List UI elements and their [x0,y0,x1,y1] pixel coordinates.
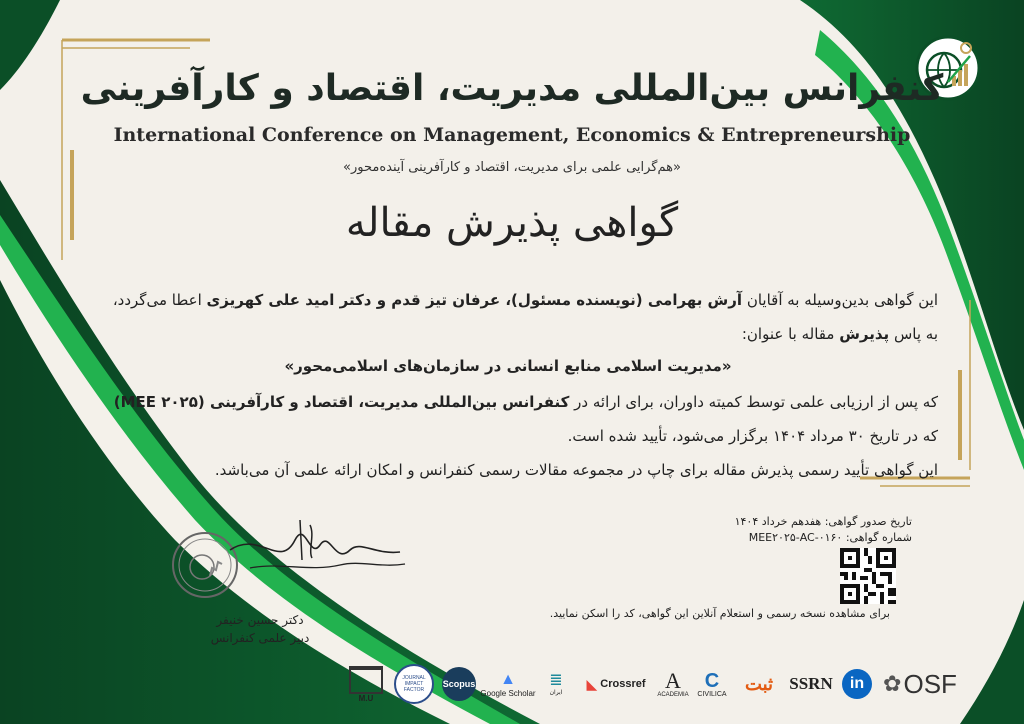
body-line-1 [78,288,938,312]
body-line-2 [78,322,938,346]
certificate-heading: گواهی پذیرش مقاله [345,200,679,246]
conference-title-en: International Conference on Management, Economics & Entrepreneurship [113,124,911,146]
line1-suffix: اعطا می‌گردد، [112,291,202,309]
linkedin-logo: in [840,664,874,704]
signature-and-seal [160,510,410,600]
line1-prefix: این گواهی بدین‌وسیله به آقایان [746,291,938,309]
journal-impact-factor-logo: JOURNAL IMPACT FACTOR [394,664,434,704]
civilica-logo: C CIVILICA [697,669,727,698]
academia-logo: A ACADEMIA [657,668,689,698]
body-line-5: که در تاریخ ۳۰ مرداد ۱۴۰۴ برگزار می‌شود، تأیید شده است. [567,427,938,445]
signatory-role: دبیر علمی کنفرانس [210,631,310,645]
line2-prefix: به پاس [893,325,938,343]
author-names: آرش بهرامی (نویسنده مسئول)، عرفان تیز قدم و دکتر امید علی کهریزی [206,291,743,309]
line4-prefix: که پس از ارزیابی علمی توسط کمیته داوران، برای ارائه در [574,393,938,411]
mu-logo: M.U [340,664,392,704]
sabt-logo: ثبت [744,673,774,694]
body-line-6: این گواهی تأیید رسمی پذیرش مقاله برای چاپ در مجموعه مقالات رسمی کنفرانس و امکان ارائه علمی آن می‌باشد. [214,461,938,479]
qr-note: برای مشاهده نسخه رسمی و استعلام آنلاین این گواهی، کد را اسکن نمایید. [549,607,890,620]
conference-title-fa: کنفرانس بین‌المللی مدیریت، اقتصاد و کارآفرینی [80,68,944,109]
certificate-number: شماره گواهی: MEE۲۰۲۵-AC-۰۱۶۰ [748,531,912,544]
acceptance-word: پذیرش [839,325,890,343]
line2-suffix: مقاله با عنوان: [741,325,835,343]
crossref-logo: ◣ Crossref [586,675,646,692]
partner-logos [340,664,960,708]
paper-title: «مدیریت اسلامی منابع انسانی در سازمان‌های اسلامی‌محور» [284,357,732,375]
conference-name-bold: کنفرانس بین‌المللی مدیریت، اقتصاد و کارآفرینی (MEE ۲۰۲۵) [113,393,570,411]
signatory-name: دکتر حسین خنیفر [216,613,304,627]
body-line-4 [78,390,938,414]
iran-doc-logo: ≣ ایران [549,671,563,696]
osf-logo: ✿ OSF [883,668,957,699]
qr-code[interactable] [840,548,896,604]
conference-tagline: «هم‌گرایی علمی برای مدیریت، اقتصاد و کارآفرینی آینده‌محور» [343,160,681,175]
issue-date: تاریخ صدور گواهی: هفدهم خرداد ۱۴۰۴ [734,515,912,528]
ssrn-logo: SSRN [789,674,833,693]
scopus-logo: Scopus [440,664,478,704]
google-scholar-logo: ▲ Google Scholar [480,670,536,698]
